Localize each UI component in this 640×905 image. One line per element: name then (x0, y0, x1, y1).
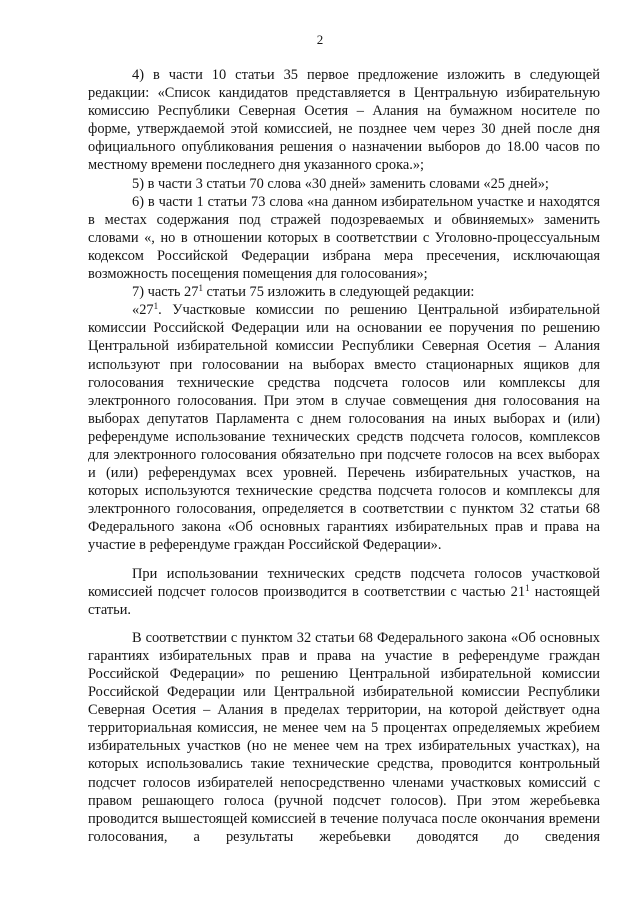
item-7-text-start: 7) часть 27 (132, 284, 199, 301)
paragraph-item-5: 5) в части 3 статьи 70 слова «30 дней» заменить словами «25 дней»; (132, 175, 549, 192)
vote-count-superscript: 1 (525, 582, 530, 593)
vote-count-text-start: При использовании технических средств подсчета голосов участковой комиссией подсчет голосов производится в соответствии с частью 21 (88, 565, 600, 600)
page-number: 2 (316, 32, 324, 47)
paragraph-control-count: В соответствии с пунктом 32 статьи 68 Федерального закона «Об основных гарантиях избирательных прав и права на участие в референдуме граждан Российской Федерации» по решению Центральной избирательной комиссии Российской Федерации или Центральной избирательной комиссии Республики Северная Осетия – Алания в пределах территории, на которой действует одна территориальная комиссия, не менее чем на 5 процентах определяемых жребием избирательных участков (но не менее чем на трех избирательных участках), на которых использовались такие технические средства, проводится контрольный подсчет голосов избирателей непосредственно членами участковых комиссий с правом решающего голоса (ручной подсчет голосов). При этом жеребьевка проводится вышестоящей комиссией в течение получаса после окончания времени голосования, а результаты жеребьевки доводятся до сведения (88, 629, 600, 845)
document-body (88, 66, 600, 846)
article-27-1-superscript: 1 (153, 301, 159, 312)
article-27-1-text-start: «27 (132, 302, 154, 319)
vote-count-text-end: настоящей статьи. (88, 583, 600, 618)
article-27-1-text-end: . Участковые комиссии по решению Центральной избирательной комиссии Российской Федерации или на основании ее поручения по решению Центральной избирательной комиссии Республики Северная Осетия – Алания используют при голосовании на выборах вместо стационарных ящиков для голосования технические средства подсчета голосов или комплексы для электронного голосования. При этом в случае совмещения дня голосования на выборах депутатов Парламента с днем голосования на иных выборах и (или) референдуме использование технических средств подсчета голосов, комплексов для электронного голосования обязательно при подсчете голосов на всех выборах и (или) референдумах всех уровней. Перечень избирательных участков, на которых используются технические средства подсчета голосов и комплексы для электронного голосования, определяется в соответствии с пунктом 32 статьи 68 Федерального закона «Об основных гарантиях избирательных прав и права на участие в референдуме граждан Российской Федерации». (88, 302, 600, 554)
paragraph-item-4: 4) в части 10 статьи 35 первое предложение изложить в следующей редакции: «Список кандидатов представляется в Центральную избирательную комиссию Республики Северная Осетия – Алания на бумажном носителе по форме, утверждаемой этой комиссией, не позднее чем через 30 дней после дня официального опубликования решения о назначении выборов до 18.00 часов по местному времени последнего дня указанного срока.»; (88, 67, 600, 174)
item-7-superscript: 1 (198, 283, 203, 294)
paragraph-item-7 (88, 283, 600, 301)
paragraph-item-6: 6) в части 1 статьи 73 слова «на данном избирательном участке и находятся в местах содержания под стражей подозреваемых и обвиняемых» заменить словами «, но в отношении которых в соответствии с Уголовно-процессуальным кодексом Российской Федерации избрана мера пресечения, исключающая возможность посещения помещения для голосования»; (88, 193, 600, 283)
paragraph-article-27-1 (88, 301, 600, 554)
paragraph-vote-count (88, 565, 600, 619)
item-7-text-end: статьи 75 изложить в следующей редакции: (202, 284, 475, 301)
